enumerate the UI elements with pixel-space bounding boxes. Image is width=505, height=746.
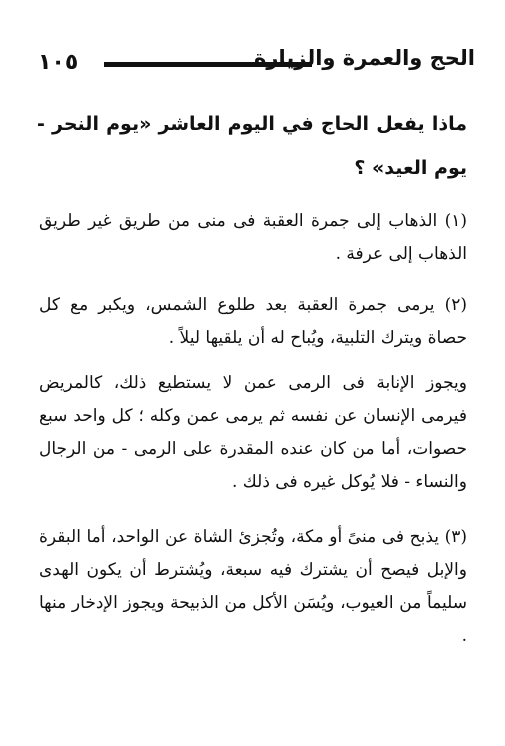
paragraph-3: ويجوز الإنابة فى الرمى عمن لا يستطيع ذلك، كالمريض فيرمى الإنسان عن نفسه ثم يرمى عمن وكله ؛ كل واحد سبع حصوات، أما من كان عنده المقدرة على الرمى - من الرجال والنساء - فلا يُوكل غيره فى ذلك . — [39, 373, 467, 492]
paragraph-2: (٢) يرمى جمرة العقبة بعد طلوع الشمس، ويكبر مع كل حصاة ويترك التلبية، ويُباح له أن يلقيها ليلاً . — [39, 295, 467, 348]
page-header — [30, 44, 475, 82]
paragraph-4: (٣) يذبح فى منىً أو مكة، وتُجزئ الشاة عن الواحد، أما البقرة والإبل فيصح أن يشترك فيه سبعة، ويُشترط أن يكون الهدى سليماً من العيوب، ويُسَن الأكل من الذبيحة ويجوز الإدخار منها . — [39, 527, 467, 646]
section-heading: ماذا يفعل الحاج في اليوم العاشر «يوم النحر - يوم العيد» ؟ — [37, 113, 467, 179]
running-title: الحج والعمرة والزيارة — [254, 46, 475, 70]
paragraph-1: (١) الذهاب إلى جمرة العقبة فى منى من طريق غير طريق الذهاب إلى عرفة . — [39, 211, 467, 264]
page-number: ١٠٥ — [38, 50, 79, 75]
